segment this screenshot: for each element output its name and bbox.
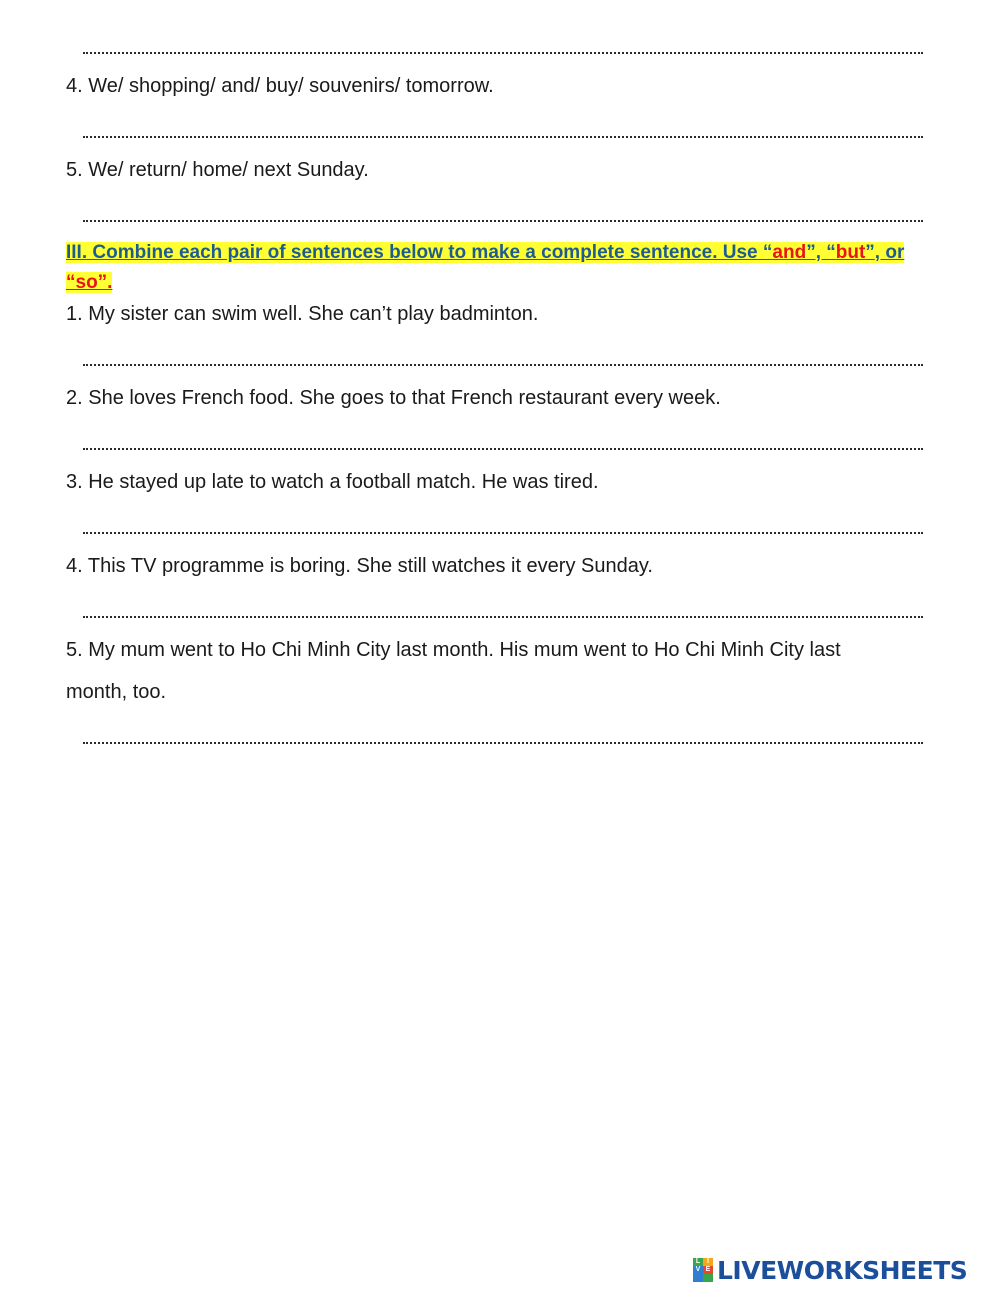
heading-separator-2: ”: [865, 242, 875, 263]
answer-line[interactable]: [83, 596, 923, 618]
combine-item-5-line1: 5. My mum went to Ho Chi Minh City last month. His mum went to Ho Chi Minh City last: [66, 639, 841, 661]
heading-text-part2: , or: [874, 242, 905, 263]
combine-item-3: 3. He stayed up late to watch a football match. He was tired.: [66, 471, 599, 493]
exercise-item-4: 4. We/ shopping/ and/ buy/ souvenirs/ tomorrow.: [66, 75, 494, 97]
exercise-item-5: 5. We/ return/ home/ next Sunday.: [66, 159, 369, 181]
heading-word-and: and: [772, 242, 807, 263]
answer-line[interactable]: [83, 32, 923, 54]
combine-item-5-line2: month, too.: [66, 681, 167, 703]
heading-separator-1: ”, “: [806, 242, 836, 263]
section-heading: [66, 238, 944, 298]
combine-item-1: 1. My sister can swim well. She can’t play badminton.: [66, 303, 539, 325]
combine-item-4: 4. This TV programme is boring. She still watches it every Sunday.: [66, 555, 653, 577]
logo-mark-letter: L: [693, 1258, 703, 1266]
answer-line[interactable]: [83, 200, 923, 222]
logo-mark-letter: I: [703, 1258, 713, 1266]
heading-word-but: but: [835, 242, 866, 263]
logo-mark-letter: V: [693, 1266, 703, 1274]
answer-line[interactable]: [83, 722, 923, 744]
heading-word-so: “so”.: [66, 272, 113, 293]
answer-line[interactable]: [83, 116, 923, 138]
answer-line[interactable]: [83, 344, 923, 366]
logo-text: LIVEWORKSHEETS: [717, 1255, 968, 1285]
logo-mark-icon: [693, 1258, 713, 1282]
logo-mark-letter: E: [703, 1266, 713, 1274]
combine-item-2: 2. She loves French food. She goes to that French restaurant every week.: [66, 387, 721, 409]
answer-line[interactable]: [83, 512, 923, 534]
answer-line[interactable]: [83, 428, 923, 450]
heading-text-part1: III. Combine each pair of sentences below to make a complete sentence. Use “: [66, 242, 773, 263]
liveworksheets-logo: [693, 1256, 967, 1284]
